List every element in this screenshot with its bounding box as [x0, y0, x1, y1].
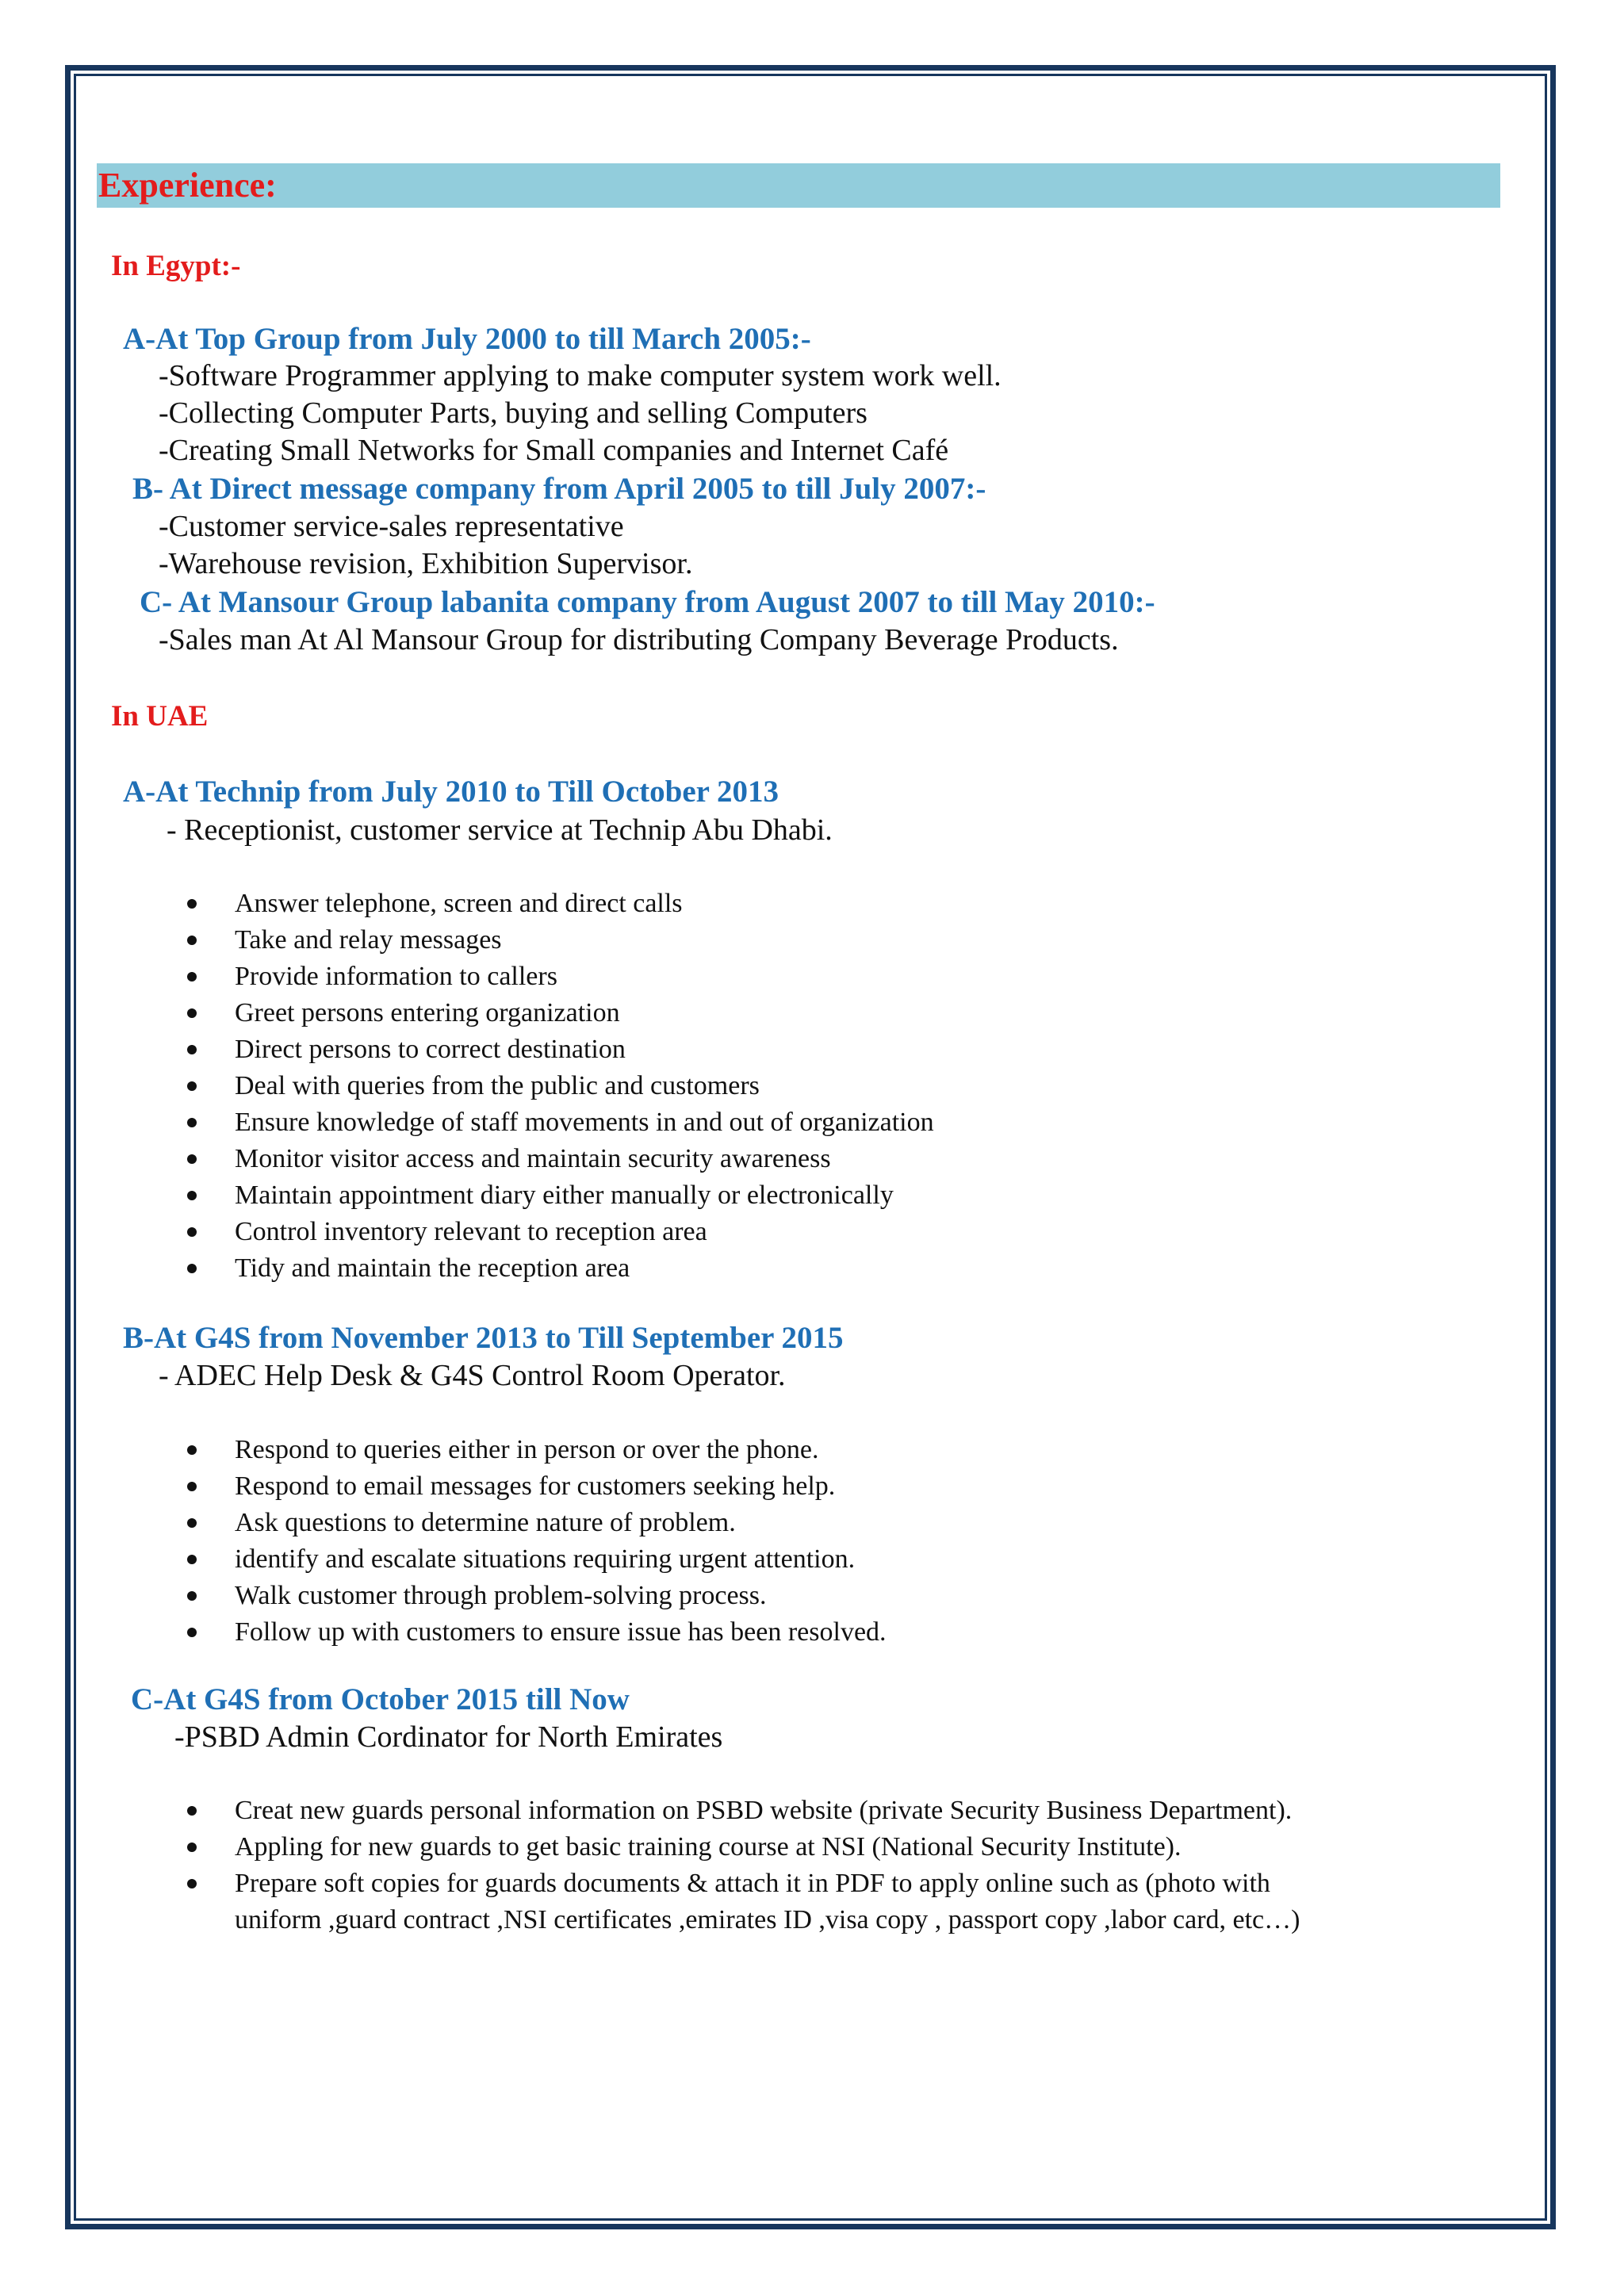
duty-line: -Customer service-sales representative [159, 510, 624, 543]
list-item: Take and relay messages [0, 922, 1361, 959]
bullet-icon [187, 1518, 197, 1528]
bullet-icon [187, 1628, 197, 1637]
list-item: Creat new guards personal information on PSBD website (private Security Business Department). [0, 1793, 1361, 1829]
job-title-egypt-b: B- At Direct message company from April 2005 to till July 2007:- [132, 472, 986, 506]
list-item: Deal with queries from the public and customers [0, 1068, 1361, 1104]
bullet-icon [187, 1227, 197, 1237]
list-item: Tidy and maintain the reception area [0, 1250, 1361, 1287]
list-item: Appling for new guards to get basic training course at NSI (National Security Institute). [0, 1829, 1361, 1866]
bullet-icon [187, 972, 197, 982]
job-role: -PSBD Admin Cordinator for North Emirates [174, 1720, 723, 1754]
duty-line: -Software Programmer applying to make computer system work well. [159, 359, 1002, 392]
bullet-icon [187, 1264, 197, 1273]
bullet-icon [187, 1191, 197, 1200]
bullet-icon [187, 1081, 197, 1091]
bullet-icon [187, 1591, 197, 1601]
list-item: Direct persons to correct destination [0, 1031, 1361, 1068]
job-title-uae-a: A-At Technip from July 2010 to Till October 2013 [123, 775, 779, 809]
bullet-icon [187, 1806, 197, 1816]
list-item: Monitor visitor access and maintain security awareness [0, 1141, 1361, 1177]
job-title-egypt-a: A-At Top Group from July 2000 to till March 2005:- [123, 322, 811, 356]
bullet-icon [187, 936, 197, 945]
bullet-icon [187, 1045, 197, 1054]
list-item: Control inventory relevant to reception area [0, 1214, 1361, 1250]
list-item: Prepare soft copies for guards documents & attach it in PDF to apply online such as (photo with uniform ,guard contract ,NSI certificates ,emirates ID ,visa copy , passport copy ,labor card, etc…) [0, 1866, 1361, 1938]
list-item: Answer telephone, screen and direct calls [0, 886, 1361, 922]
job-role: - Receptionist, customer service at Technip Abu Dhabi. [167, 813, 833, 847]
job-role: - ADEC Help Desk & G4S Control Room Operator. [159, 1359, 786, 1392]
job-title-uae-b: B-At G4S from November 2013 to Till September 2015 [123, 1321, 844, 1355]
bullet-icon [187, 1482, 197, 1491]
job-title-egypt-c: C- At Mansour Group labanita company from August 2007 to till May 2010:- [140, 585, 1155, 619]
bullet-icon [187, 1118, 197, 1127]
job-title-uae-c: C-At G4S from October 2015 till Now [131, 1682, 630, 1716]
bullet-icon [187, 1445, 197, 1455]
section-header-bar [97, 163, 1500, 208]
list-item: Respond to email messages for customers seeking help. [0, 1468, 1361, 1505]
bullet-icon [187, 1555, 197, 1564]
bullet-icon [187, 1008, 197, 1018]
bullet-icon [187, 1843, 197, 1852]
duty-list-technip [0, 886, 1624, 1287]
list-item: Follow up with customers to ensure issue has been resolved. [0, 1614, 1361, 1651]
duty-line: -Creating Small Networks for Small companies and Internet Café [159, 434, 949, 467]
list-item: identify and escalate situations requiring urgent attention. [0, 1541, 1361, 1578]
bullet-icon [187, 899, 197, 909]
list-item: Walk customer through problem-solving process. [0, 1578, 1361, 1614]
region-heading-uae: In UAE [111, 700, 209, 733]
duty-line: -Collecting Computer Parts, buying and selling Computers [159, 396, 868, 430]
bullet-icon [187, 1154, 197, 1164]
list-item: Greet persons entering organization [0, 995, 1361, 1031]
region-heading-egypt: In Egypt:- [111, 250, 241, 282]
bullet-icon [187, 1879, 197, 1888]
list-item: Ask questions to determine nature of problem. [0, 1505, 1361, 1541]
duty-list-g4s-helpdesk [0, 1432, 1624, 1651]
duty-line: -Warehouse revision, Exhibition Supervisor. [159, 547, 693, 580]
duty-list-g4s-psbd [0, 1793, 1624, 1938]
duty-line: -Sales man At Al Mansour Group for distributing Company Beverage Products. [159, 623, 1119, 656]
list-item: Respond to queries either in person or over the phone. [0, 1432, 1361, 1468]
list-item: Ensure knowledge of staff movements in and out of organization [0, 1104, 1361, 1141]
section-title: Experience: [98, 166, 277, 205]
list-item: Provide information to callers [0, 959, 1361, 995]
list-item: Maintain appointment diary either manually or electronically [0, 1177, 1361, 1214]
